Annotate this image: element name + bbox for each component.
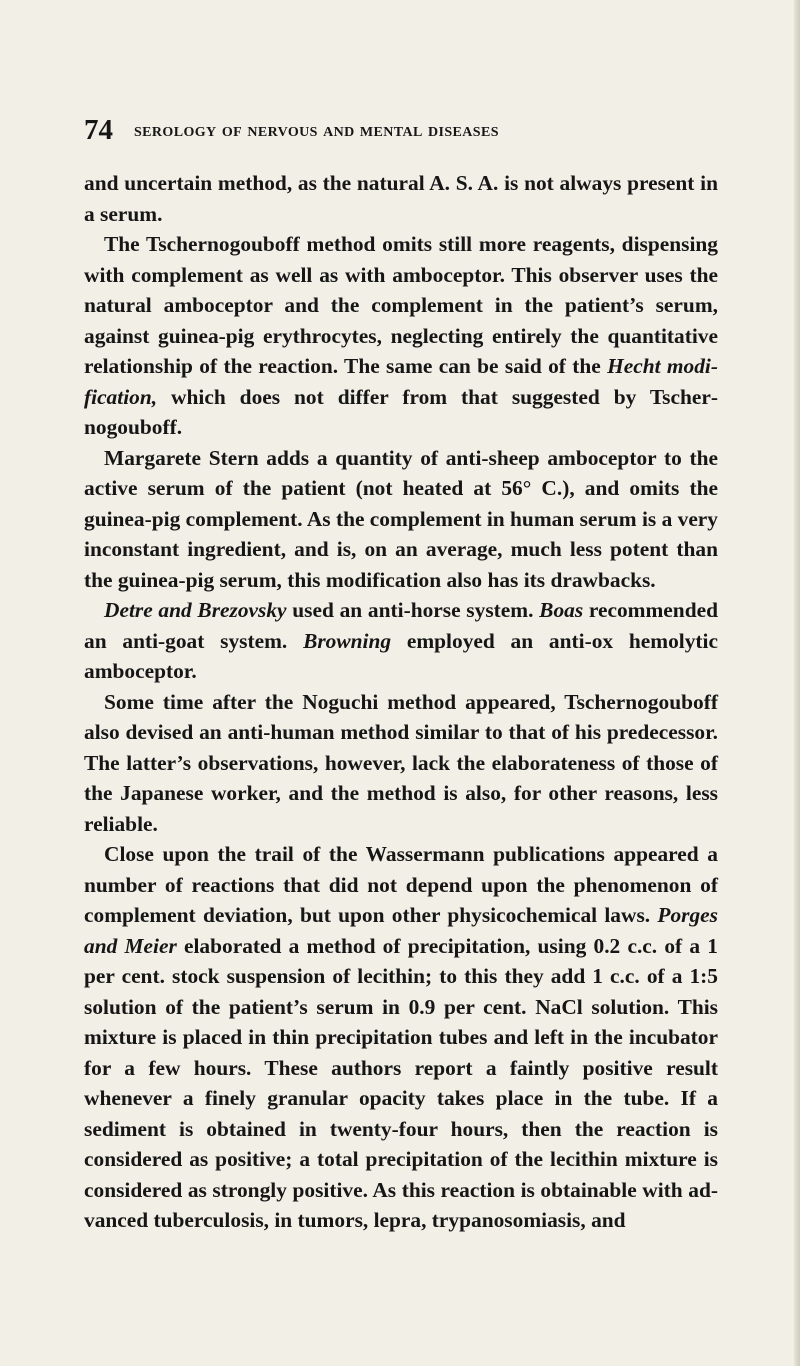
paragraph-margarete-stern (84, 443, 718, 596)
italic-reference: Detre and Brezovsky (104, 598, 287, 622)
page-number: 74 (84, 114, 113, 146)
paragraph-continued (84, 168, 718, 229)
page-edge-shadow (794, 0, 800, 1366)
italic-reference: Hecht modification, (84, 354, 718, 409)
paragraph-anti-human-method (84, 687, 718, 840)
text-segment: and uncertain method, as the natural A. S. A. is not always present in a serum. (84, 171, 718, 226)
page-header (84, 112, 724, 148)
italic-reference: Boas (539, 598, 584, 622)
italic-reference: Porges and Meier (84, 903, 718, 958)
paragraph-precipitation-reactions (84, 839, 718, 1236)
italic-reference: Browning (303, 628, 392, 653)
body-text (84, 168, 718, 1236)
paragraph-tschernogouboff-method (84, 229, 718, 443)
text-segment: recommended an anti-goat system. (84, 598, 718, 653)
text-segment: elaborated a method of precipitation, using 0.2 c.c. of a 1 per cent. stock suspension of lecithin; to this they add 1 c.c. of a 1:5 solution of the patient’s serum in 0.9 per cent. NaCl solution. This mixture is placed in thin precipitation tubes and left in the incubator for a few hours. These authors report a faintly positive result whenever a finely granular opacity takes place in the tube. If a sediment is obtained in twenty-four hours, then the reaction is considered as positive; a total precipitation of the lecithin mixture is considered as strongly positive. As this reaction is obtainable with advanced tuberculosis, in tumors, lepra, trypanosomiasis, and (84, 933, 718, 1232)
text-segment: which does not differ from that suggested by Tschernogouboff. (84, 384, 718, 439)
text-segment: Margarete Stern adds a quantity of anti-sheep amboceptor to the active serum of the patient (not heated at 56° C.), and omits the guinea-pig complement. As the complement in human serum is a very inconstant ingredient, and is, on an average, much less potent than the guinea-pig serum, this modification also has its drawbacks. (84, 445, 718, 592)
text-segment: employed an anti-ox hemolytic amboceptor. (84, 628, 718, 683)
text-segment: Some time after the Noguchi method appeared, Tschernogouboff also devised an anti-human method similar to that of his predecessor. The latter’s observations, however, lack the elaborateness of those of the Japanese worker, and the method is also, for other reasons, less reliable. (84, 689, 718, 836)
running-title: serology of nervous and mental diseases (134, 120, 499, 141)
text-segment: The Tschernogouboff method omits still more reagents, dispensing with complement as well as with amboceptor. This observer uses the natural amboceptor and the complement in the patient’s serum, against guinea-pig erythrocytes, neglecting entirely the quantitative relationship of the reaction. The same can be said of the (84, 232, 718, 378)
paragraph-hemolytic-systems (84, 595, 718, 687)
text-segment: used an anti-horse system. (286, 598, 540, 622)
text-segment: Close upon the trail of the Wassermann publications appeared a number of reactions that did not depend upon the phenomenon of complement deviation, but upon other physicochemical laws. (84, 842, 718, 927)
